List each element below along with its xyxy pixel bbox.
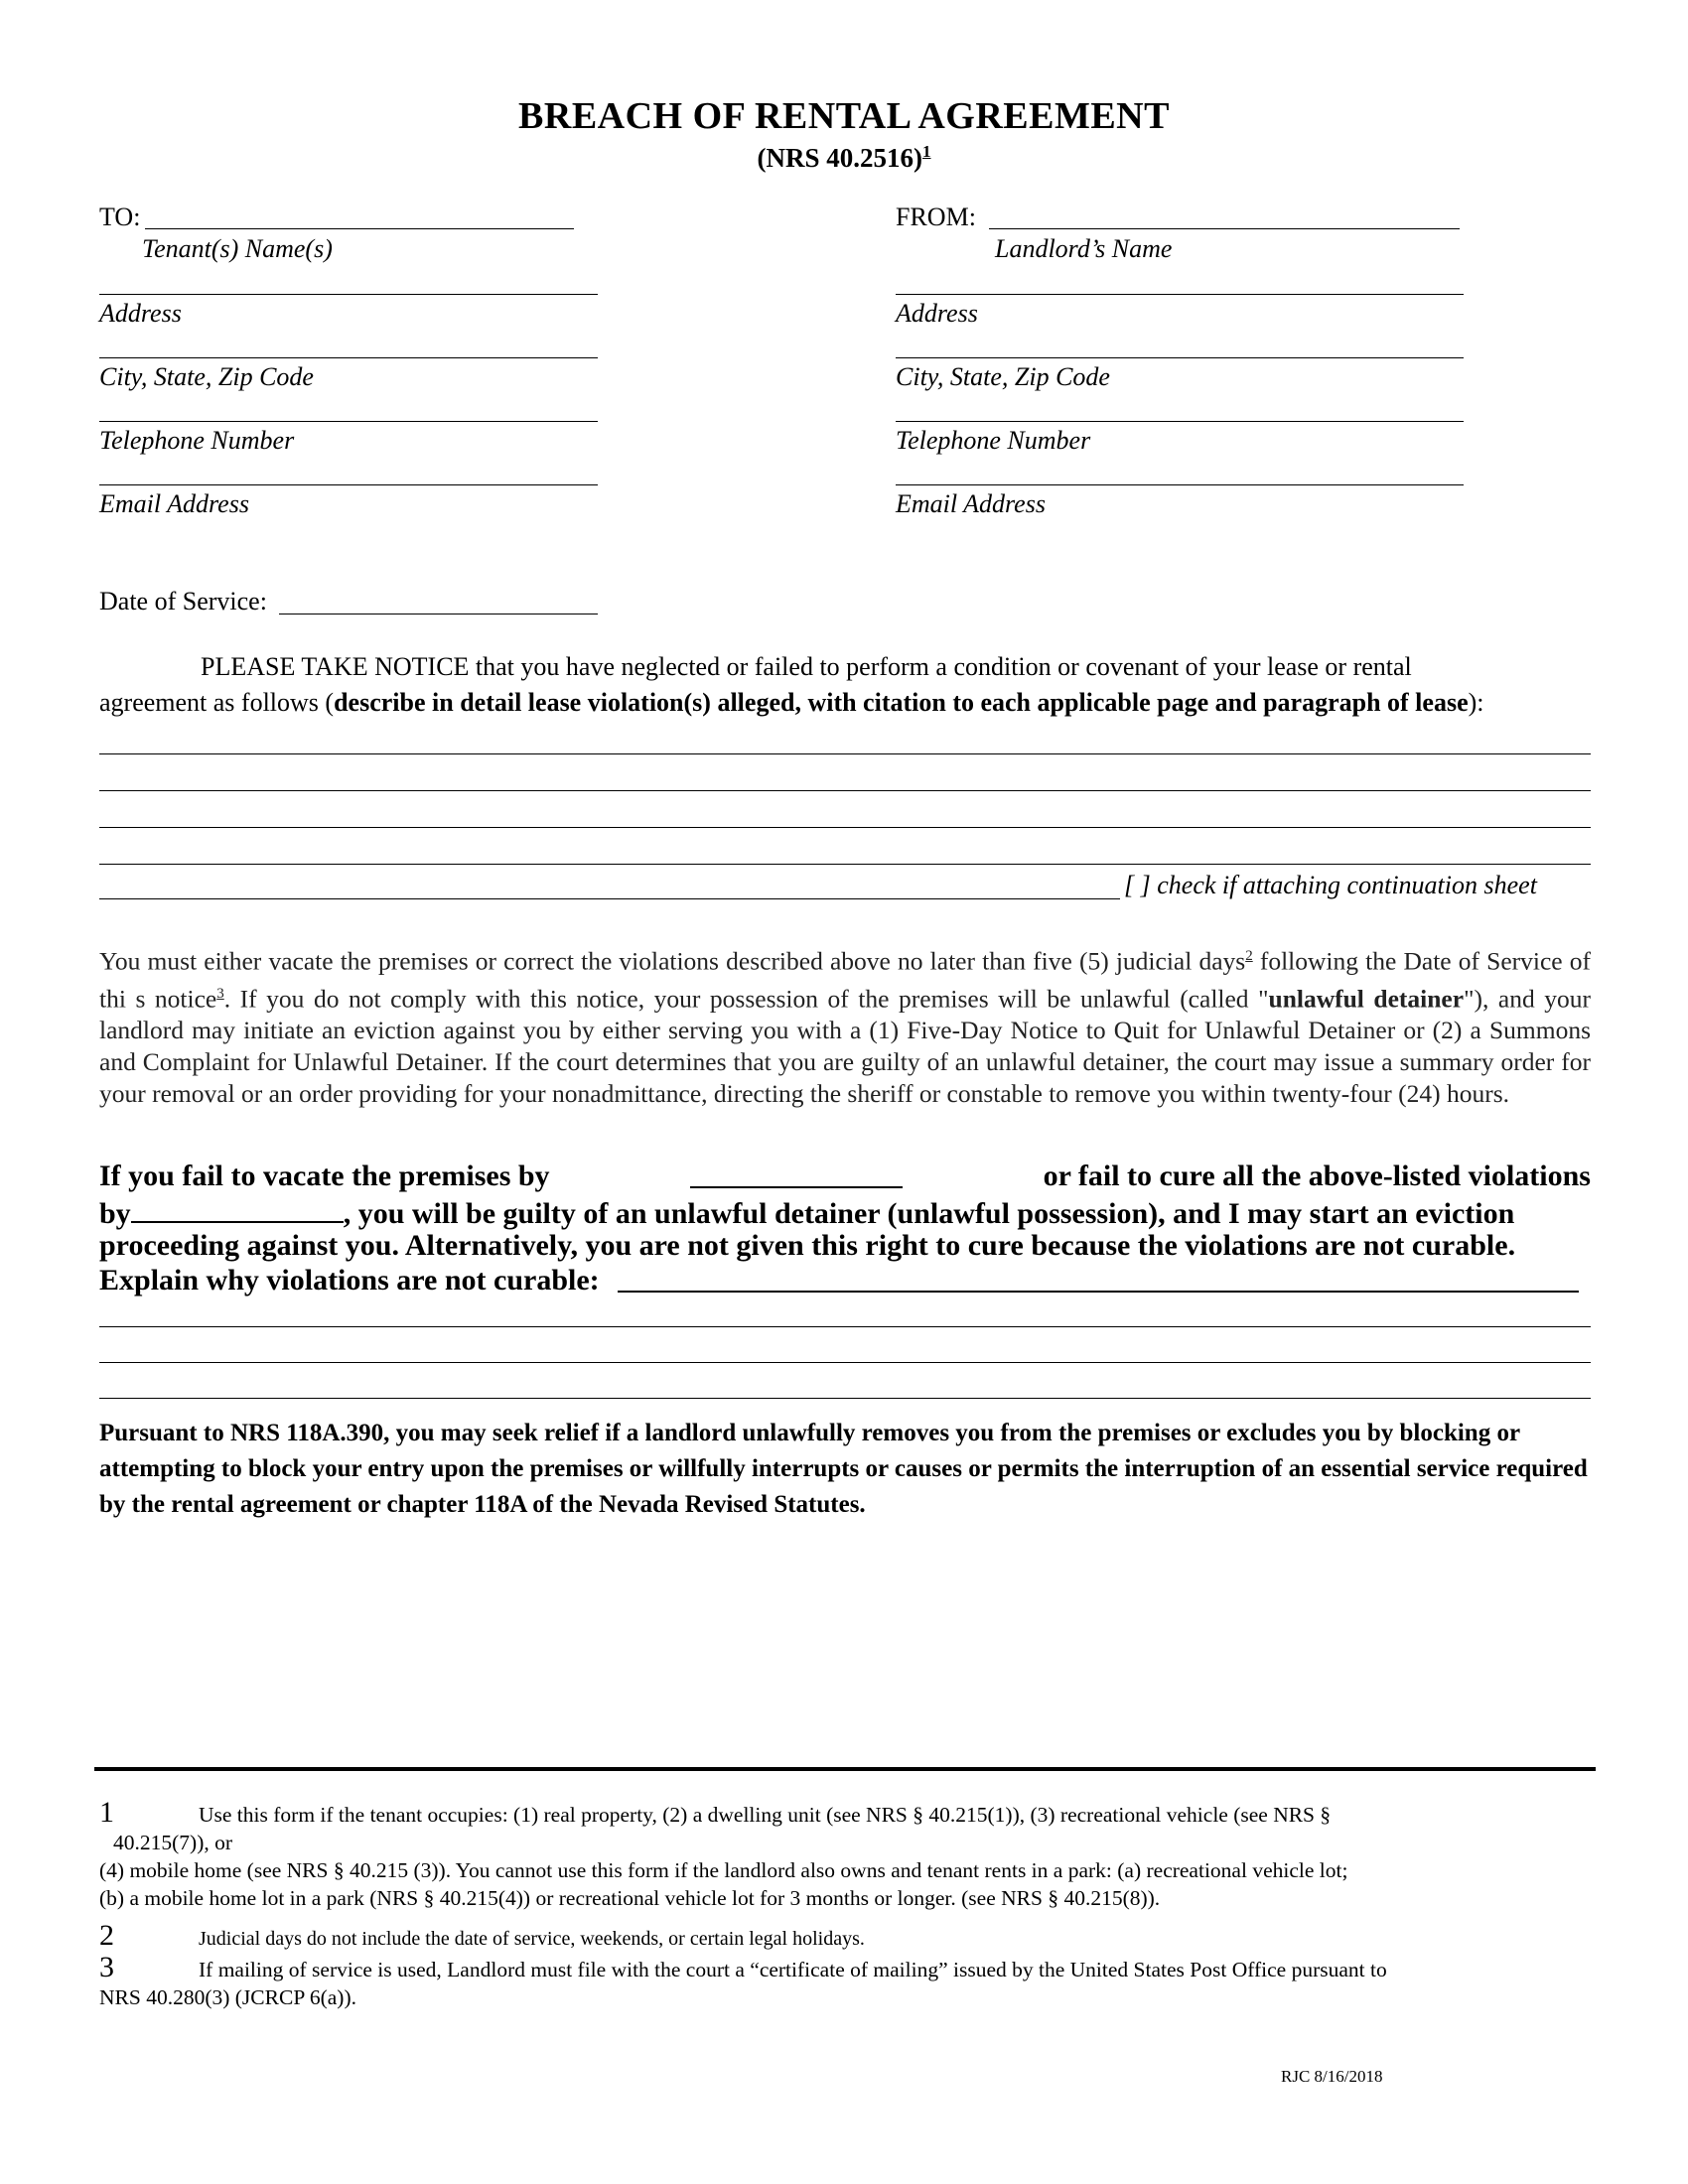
cure-line-1: If you fail to vacate the premises by or fail to cure all the above-listed violations <box>99 1160 1591 1192</box>
cure-by-date-field[interactable] <box>131 1193 344 1223</box>
statute-subtitle: (NRS 40.2516)$^1$ <box>757 142 931 173</box>
revision-date: RJC 8/16/2018 <box>1281 2067 1383 2086</box>
footnote-1: 1 Use this form if the tenant occupies: (1) real property, (2) a dwelling unit (see NRS § 40.215(1)), (3) recreational vehicle (see NRS § 40.215(7)), or (4) mobile home (see NRS § 40.215 (3)). You cannot use this form if the landlord also owns and tenant rents in a park: (a) recreational vehicle lot; (b) a mobile home lot in a park (NRS § 40.215(4)) or recreational vehicle lot for 3 months or longer. (see NRS § 40.215(8)). <box>99 1796 1348 1910</box>
tenant-address-label: Address <box>99 299 182 328</box>
tenant-city-field[interactable] <box>99 357 598 358</box>
landlord-phone-field[interactable] <box>896 421 1464 422</box>
violation-line-5[interactable] <box>99 898 1120 899</box>
date-of-service-label: Date of Service: <box>99 587 267 615</box>
footnote-3: 3 If mailing of service is used, Landlord must file with the court a “certificate of mailing” issued by the United States Post Office pursuant to NRS 40.280(3) (JCRCP 6(a)). <box>99 1951 1387 2009</box>
tenant-email-field[interactable] <box>99 484 598 485</box>
landlord-address-label: Address <box>896 299 978 328</box>
page-title: BREACH OF RENTAL AGREEMENT <box>518 95 1170 137</box>
tenant-city-label: City, State, Zip Code <box>99 362 314 391</box>
to-label: TO: <box>99 203 141 231</box>
footnote-divider <box>94 1767 1596 1771</box>
cure-line-4: Explain why violations are not curable: <box>99 1264 600 1297</box>
violation-line-2[interactable] <box>99 790 1591 791</box>
landlord-name-label: Landlord’s Name <box>995 234 1173 263</box>
not-curable-explanation-line-4[interactable] <box>99 1398 1591 1399</box>
notice-follows: agreement as follows (describe in detail lease violation(s) alleged, with citation to each applicable page and paragraph of lease): <box>99 688 1484 717</box>
tenant-phone-field[interactable] <box>99 421 598 422</box>
notice-intro: PLEASE TAKE NOTICE that you have neglected or failed to perform a condition or covenant of your lease or rental <box>201 652 1412 681</box>
footnote-ref-3[interactable]: 3 <box>216 985 224 1002</box>
continuation-sheet-checkbox[interactable]: [ ] check if attaching continuation sheet <box>1124 871 1537 899</box>
vacate-paragraph: You must either vacate the premises or correct the violations described above no later than five (5) judicial days$^2$ following the Date of Service of thi s notice$^3$. If you do not comply with this notice, your possession of the premises will be unlawful (called "unlawful detainer"), and your landlord may initiate an eviction against you by either serving you with a (1) Five-Day Notice to Quit for Unlawful Detainer or (2) a Summons and Complaint for Unlawful Detainer. If the court determines that you are guilty of an unlawful detainer, the court may issue a summary order for your removal or an order providing for your nonadmittance, directing the sheriff or constable to remove you within twenty-four (24) hours. <box>99 946 1591 1108</box>
tenant-name-label: Tenant(s) Name(s) <box>142 234 333 263</box>
pursuant-notice: Pursuant to NRS 118A.390, you may seek relief if a landlord unlawfully removes you from the premises or excludes you by blocking or attempting to block your entry upon the premises or willfully interrupts or causes or permits the interruption of an essential service required by the rental agreement or chapter 118A of the Nevada Revised Statutes. <box>99 1420 1588 1518</box>
violation-line-1[interactable] <box>99 753 1591 754</box>
cure-line-2: by , you will be guilty of an unlawful detainer (unlawful possession), and I may start an eviction <box>99 1193 1591 1231</box>
from-label: FROM: <box>896 203 976 231</box>
not-curable-explanation-line-2[interactable] <box>99 1326 1591 1327</box>
footnote-ref-2[interactable]: 2 <box>1245 948 1253 964</box>
tenant-address-field[interactable] <box>99 294 598 295</box>
not-curable-explanation-line-1[interactable] <box>618 1291 1579 1293</box>
tenant-phone-label: Telephone Number <box>99 426 295 455</box>
footnote-ref-1[interactable]: 1 <box>922 142 931 161</box>
tenant-name-field[interactable] <box>145 228 574 229</box>
footnote-2: 2 Judicial days do not include the date of service, weekends, or certain legal holidays. <box>99 1919 865 1952</box>
landlord-name-field[interactable] <box>989 228 1460 229</box>
vacate-by-date-field[interactable] <box>690 1159 903 1188</box>
landlord-email-label: Email Address <box>896 489 1046 518</box>
tenant-email-label: Email Address <box>99 489 249 518</box>
landlord-email-field[interactable] <box>896 484 1464 485</box>
landlord-address-field[interactable] <box>896 294 1464 295</box>
cure-line-3: proceeding against you. Alternatively, you are not given this right to cure because the violations are not curable. <box>99 1229 1516 1262</box>
landlord-city-label: City, State, Zip Code <box>896 362 1110 391</box>
landlord-city-field[interactable] <box>896 357 1464 358</box>
violation-line-4[interactable] <box>99 864 1591 865</box>
not-curable-explanation-line-3[interactable] <box>99 1362 1591 1363</box>
landlord-phone-label: Telephone Number <box>896 426 1091 455</box>
violation-line-3[interactable] <box>99 827 1591 828</box>
